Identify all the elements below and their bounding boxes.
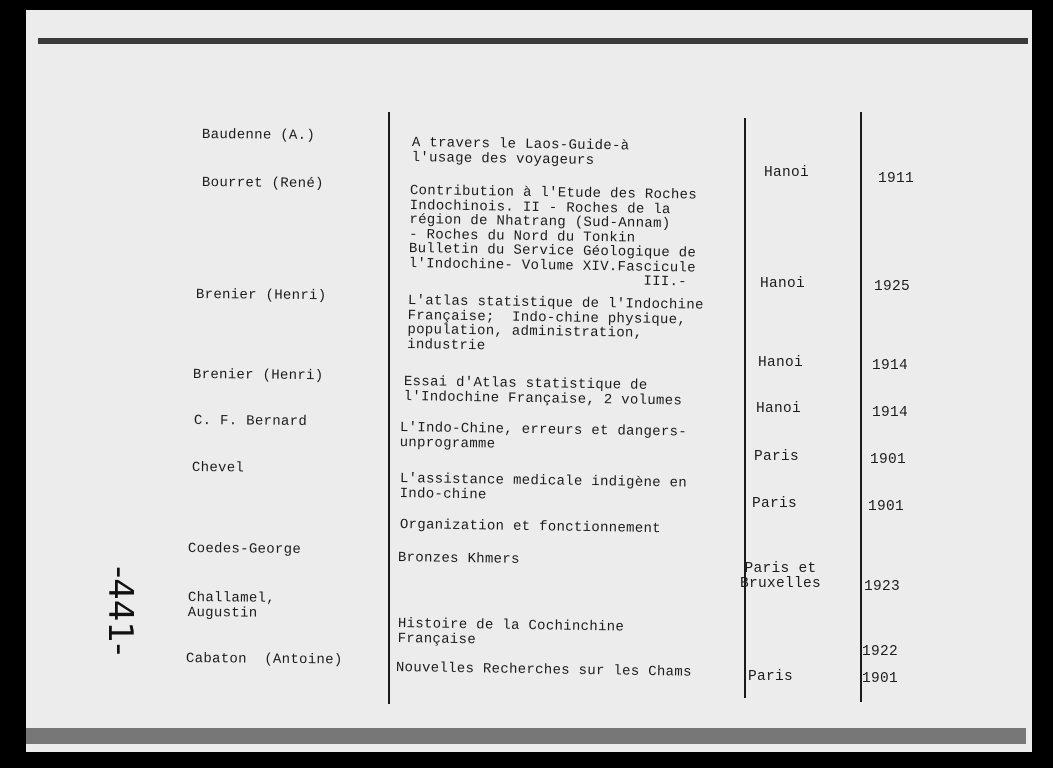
page-bottom-edge bbox=[26, 728, 1026, 744]
entry-title: Organization et fonctionnement bbox=[399, 517, 662, 538]
page-top-edge bbox=[38, 38, 1028, 44]
entry-year: 1911 bbox=[878, 171, 915, 187]
entry-place: Hanoi bbox=[764, 165, 810, 181]
entry-year: 1922 bbox=[862, 644, 899, 660]
entry-author: Challamel, Augustin bbox=[187, 590, 276, 622]
entry-title: L'assistance medicale indigène en Indo-chine bbox=[399, 471, 688, 503]
entry-author: Bourret (René) bbox=[201, 175, 324, 193]
column-divider-3 bbox=[860, 112, 862, 702]
entry-author: C. F. Bernard bbox=[193, 413, 308, 430]
entry-place: Hanoi bbox=[760, 276, 806, 292]
entry-place: Hanoi bbox=[758, 355, 804, 371]
entry-title: Nouvelles Recherches sur les Chams bbox=[395, 660, 692, 681]
entry-place: Paris bbox=[748, 669, 794, 685]
entry-author: Brenier (Henri) bbox=[195, 287, 327, 305]
entry-author: Cabaton (Antoine) bbox=[185, 651, 343, 669]
margin-handwritten-mark: -441- bbox=[100, 566, 140, 656]
entry-year: 1923 bbox=[864, 579, 901, 595]
entry-author: Chevel bbox=[191, 460, 245, 477]
entry-place: Paris et Bruxelles bbox=[740, 561, 822, 592]
entry-author: Coedes-George bbox=[187, 541, 302, 558]
entry-place: Hanoi bbox=[756, 401, 802, 417]
entry-author: Brenier (Henri) bbox=[192, 367, 324, 385]
entry-year: 1901 bbox=[862, 671, 899, 687]
entry-year: 1925 bbox=[874, 279, 911, 295]
entry-year: 1901 bbox=[868, 499, 905, 515]
entry-year: 1914 bbox=[872, 405, 909, 421]
entry-title: Contribution à l'Etude des Roches Indochinois. II - Roches de la région de Nhatrang (Sud-Annam) - Roches du Nord du Tonkin Bulletin du Service Géologique de l'Indochine- Volume XIV.Fascicule III.- bbox=[408, 183, 698, 291]
entry-title: L'Indo-Chine, erreurs et dangers- unprogramme bbox=[399, 420, 688, 452]
entry-place: Paris bbox=[752, 496, 798, 512]
column-divider-2 bbox=[744, 118, 746, 698]
entry-title: A travers le Laos-Guide-à l'usage des voyageurs bbox=[411, 135, 630, 169]
entry-title: Histoire de la Cochinchine Française bbox=[397, 616, 625, 648]
entry-place: Paris bbox=[754, 449, 800, 465]
entry-title: Bronzes Khmers bbox=[397, 550, 520, 568]
entry-title: Essai d'Atlas statistique de l'Indochine Française, 2 volumes bbox=[403, 374, 683, 409]
entry-title: L'atlas statistique de l'Indochine Française; Indo-chine physique, population, administration, industrie bbox=[407, 293, 704, 354]
column-divider-1 bbox=[388, 112, 390, 704]
entry-author: Baudenne (A.) bbox=[201, 127, 316, 144]
entry-year: 1901 bbox=[870, 452, 907, 468]
entry-year: 1914 bbox=[872, 358, 909, 374]
